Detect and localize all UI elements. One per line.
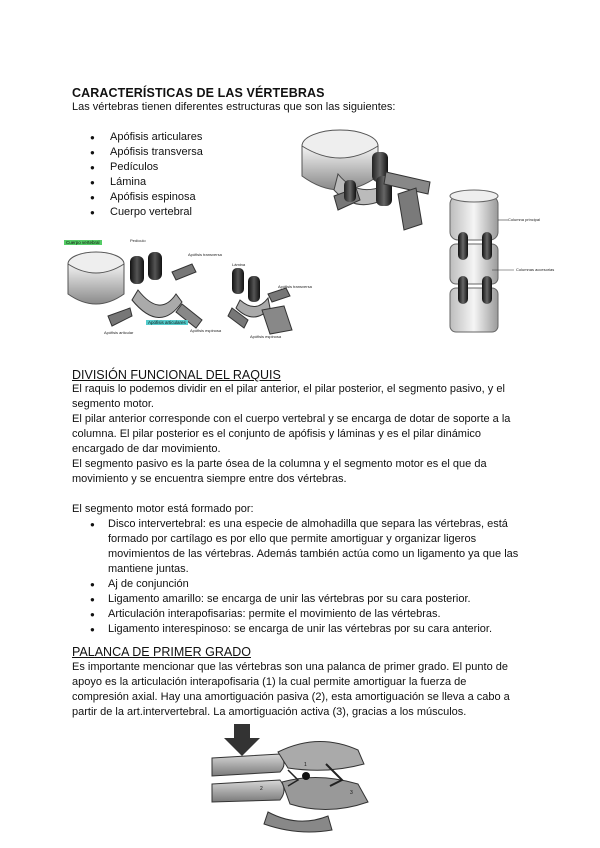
vertebra-labeled-figure bbox=[64, 238, 312, 344]
lever-figure bbox=[208, 724, 378, 834]
label-apofisis-articular: Apófisis articular bbox=[104, 330, 134, 335]
label-columna-principal: Columna principal bbox=[508, 217, 541, 222]
list-item: ● Ligamento interespinoso: se encarga de unir las vértebras por su cara anterior. bbox=[72, 622, 524, 637]
label-columnas-accesorias: Columnas accesorias bbox=[516, 267, 555, 272]
list-item: ● Apófisis articulares bbox=[72, 130, 292, 145]
palanca-paragraph: Es importante mencionar que las vértebras son una palanca de primer grado. El punto de apoyo es la articulación interapofisaria (1) la cual permite amortiguar la fuerza de compresión axial. Hay una amortiguación pasiva (2), esta amortiguación se lleva a cabo a partir de la art.intervertebral. La amortiguación activa (3), gracias a los músculos. bbox=[72, 661, 510, 718]
column-pillars-figure bbox=[446, 186, 572, 338]
list-item: ● Apófisis espinosa bbox=[72, 190, 292, 205]
motor-segment-list bbox=[72, 517, 524, 637]
list-item: ● Pedículos bbox=[72, 160, 292, 175]
fig-number-1: 1 bbox=[304, 762, 307, 768]
paragraph: El pilar anterior corresponde con el cuerpo vertebral y se encarga de dotar de soporte a la columna. El pilar posterior es el conjunto de apófisis y láminas y es el pilar dinámico encargado de dar movimiento. bbox=[72, 413, 511, 455]
paragraph: El segmento pasivo es la parte ósea de la columna y el segmento motor es el que da movimiento y se encuentra siempre entre dos vértebras. bbox=[72, 458, 487, 485]
list-item: ● Disco intervertebral: es una especie de almohadilla que separa las vértebras, está formado por cartílago es por ello que permite amortiguar y organizar ligeros movimientos de las vértebras. Además también actúa como un ligamento ya que las mantiene juntas. bbox=[72, 517, 524, 577]
list-item: ● Apófisis transversa bbox=[72, 145, 292, 160]
division-body bbox=[72, 382, 524, 637]
list-item: ● Aj de conjunción bbox=[72, 577, 524, 592]
list-item: ● Cuerpo vertebral bbox=[72, 205, 292, 220]
section-title-caracteristicas: CARACTERÍSTICAS DE LAS VÉRTEBRAS bbox=[72, 86, 325, 100]
fig-number-2: 2 bbox=[260, 786, 263, 792]
fig-number-3: 3 bbox=[350, 790, 353, 796]
label-apofisis-espinosa: Apófisis espinosa bbox=[190, 328, 222, 333]
motor-intro: El segmento motor está formado por: bbox=[72, 503, 254, 515]
label-apofisis-transversa: Apófisis transversa bbox=[188, 252, 222, 257]
label-lamina: Lámina bbox=[232, 262, 246, 267]
structure-list bbox=[72, 130, 292, 220]
section-title-division: DIVISIÓN FUNCIONAL DEL RAQUIS bbox=[72, 368, 281, 382]
label-apofisis-espinosa-2: Apófisis espinosa bbox=[250, 334, 282, 339]
section-intro: Las vértebras tienen diferentes estructuras que son las siguientes: bbox=[72, 101, 396, 113]
label-cuerpo-vertebral: Cuerpo vertebral bbox=[66, 240, 100, 245]
label-pediculo: Pedículo bbox=[130, 238, 146, 243]
list-item: ● Lámina bbox=[72, 175, 292, 190]
paragraph: El raquis lo podemos dividir en el pilar anterior, el pilar posterior, el segmento pasivo, y el segmento motor. bbox=[72, 383, 505, 410]
section-title-palanca: PALANCA DE PRIMER GRADO bbox=[72, 645, 251, 659]
list-item: ● Ligamento amarillo: se encarga de unir las vértebras por su cara posterior. bbox=[72, 592, 524, 607]
vertebra-illustration bbox=[298, 124, 436, 232]
list-item: ● Articulación interapofisarias: permite el movimiento de las vértebras. bbox=[72, 607, 524, 622]
label-apofisis-articulares: Apófisis articulares bbox=[148, 320, 186, 325]
label-apofisis-transversa-2: Apófisis transversa bbox=[278, 284, 312, 289]
